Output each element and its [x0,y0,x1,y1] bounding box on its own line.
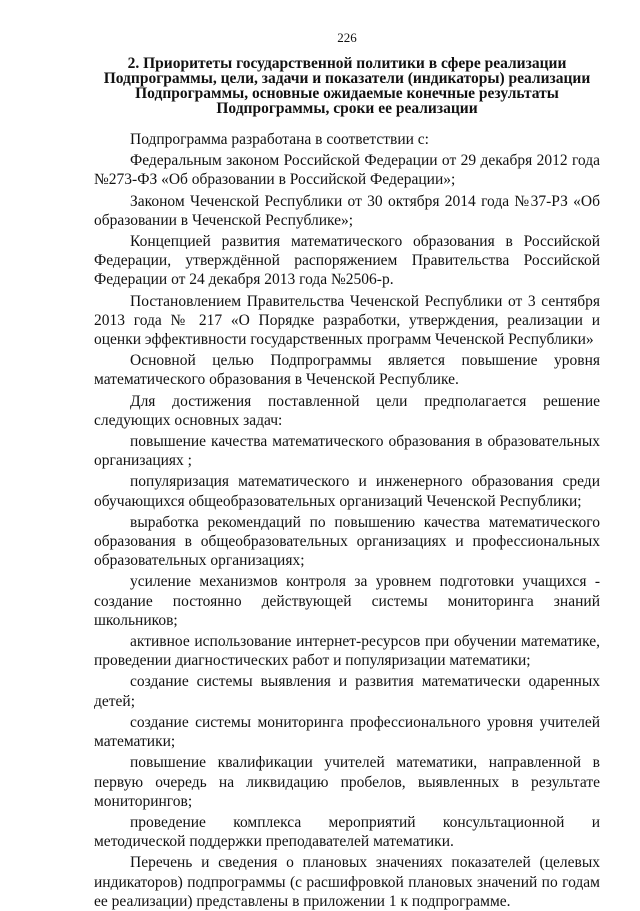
paragraph-tasks-intro: Для достижения поставленной цели предполагается решение следующих основных задач: [94,392,600,429]
paragraph-task: выработка рекомендаций по повышению качества математического образования в общеобразовательных организациях и профессиональных образовательных организациях; [94,513,600,570]
heading-line: Подпрограммы, цели, задачи и показатели (индикаторы) реализации [103,70,591,87]
page-number: 226 [337,30,357,45]
paragraph-task: создание системы выявления и развития математически одаренных детей; [94,673,600,710]
paragraph-task: повышение качества математического образования в образовательных организациях ; [94,433,600,470]
heading-line: Подпрограммы, сроки ее реализации [216,100,478,117]
paragraph-regional-law: Законом Чеченской Республики от 30 октября 2014 года №37-РЗ «Об образовании в Чеченской Республике»; [94,192,600,229]
heading-line: 2. Приоритеты государственной политики в сфере реализации [127,55,567,72]
heading-line: Подпрограммы, основные ожидаемые конечные результаты [135,85,559,102]
paragraph-task: активное использование интернет-ресурсов при обучении математике, проведении диагностических работ и популяризации математики; [94,633,600,670]
body-text [94,130,600,911]
paragraph-intro: Подпрограмма разработана в соответствии с: [130,131,429,148]
paragraph-goal: Основной целью Подпрограммы является повышение уровня математического образования в Чеченской Республике. [94,352,600,389]
paragraph-indicators: Перечень и сведения о плановых значениях показателей (целевых индикаторов) подпрограммы (с расшифровкой плановых значений по годам ее реализации) представлены в приложении 1 к подпрограмме. [94,854,600,910]
paragraph-task: усиление механизмов контроля за уровнем подготовки учащихся - создание постоянно действующей системы мониторинга знаний школьников; [94,573,600,629]
paragraph-task: создание системы мониторинга профессионального уровня учителей математики; [94,713,600,751]
paragraph-resolution: Постановлением Правительства Чеченской Республики от 3 сентября 2013 года № 217 «О Порядке разработки, утверждения, реализации и оценки эффективности государственных программ Чеченской Республики» [94,292,600,349]
paragraph-task: популяризация математического и инженерного образования среди обучающихся общеобразовательных организаций Чеченской Республики; [94,473,600,510]
section-heading [94,56,600,116]
paragraph-federal-law: Федеральным законом Российской Федерации от 29 декабря 2012 года №273-ФЗ «Об образовании в Российской Федерации»; [94,152,600,189]
paragraph-task: повышение квалификации учителей математики, направленной в первую очередь на ликвидацию пробелов, выявленных в результате мониторингов; [94,754,600,810]
paragraph-concept: Концепцией развития математического образования в Российской Федерации, утверждённой распоряжением Правительства Российской Федерации от 24 декабря 2013 года №2506-р. [94,233,600,289]
paragraph-task: проведение комплекса мероприятий консультационной и методической поддержки преподавателей математики. [94,813,600,851]
